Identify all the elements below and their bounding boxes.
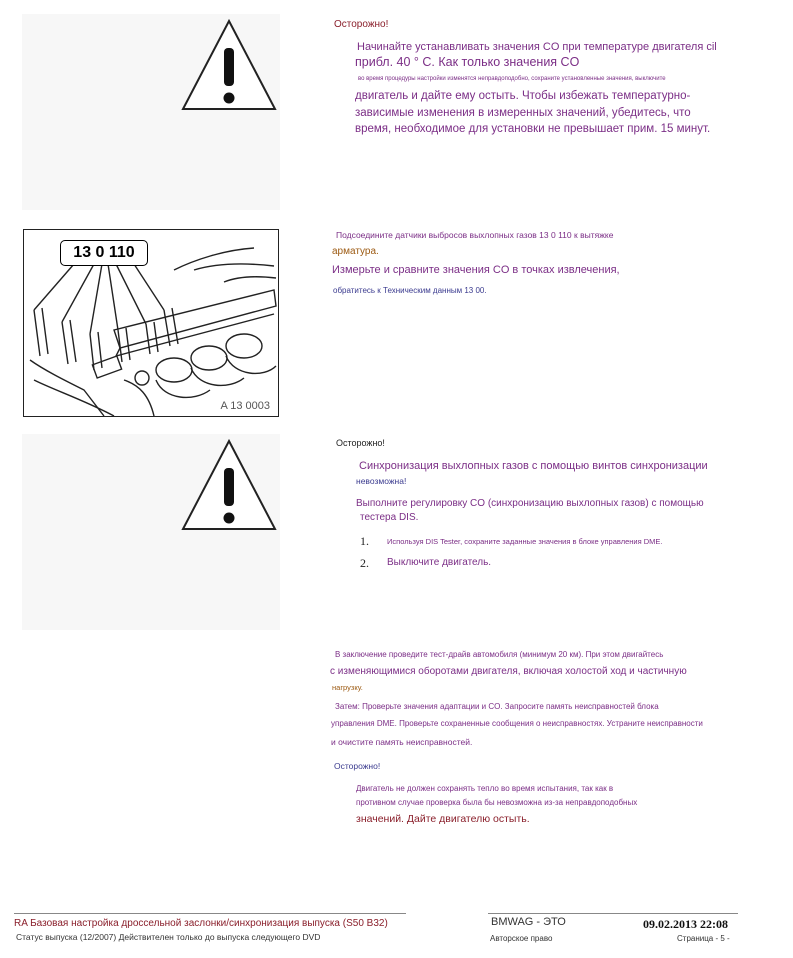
warning-heading-1: Осторожно! [334, 19, 389, 30]
final-warning-line-3: значений. Дайте двигателю остыть. [356, 813, 530, 825]
final-warning-line-1: Двигатель не должен сохранять тепло во время испытания, так как в [356, 784, 614, 793]
final-p2-line-3: и очистите память неисправностей. [331, 737, 473, 747]
final-p1-line-3: нагрузку. [332, 683, 363, 692]
warning-1-line-1: Начинайте устанавливать значения CO при температуре двигателя cil [357, 41, 717, 53]
footer-divider [488, 913, 738, 914]
final-p1-line-1: В заключение проведите тест-драйв автомобиля (минимум 20 км). При этом двигайтесь [335, 650, 664, 659]
step-connect-line-3: Измерьте и сравните значения CO в точках извлечения, [332, 264, 620, 276]
footer-brand: BMWAG - ЭТО [491, 916, 566, 928]
warning-1-line-2: прибл. 40 ° C. Как только значения CO [355, 55, 580, 69]
warning-2-line-1: Синхронизация выхлопных газов с помощью винтов синхронизации [359, 460, 708, 472]
warning-1-line-5: зависимые изменения в измеренных значений, убедитесь, что [355, 107, 691, 119]
footer-status: Статус выпуска (12/2007) Действителен только до выпуска следующего DVD [16, 932, 321, 942]
final-p2-line-1: Затем: Проверьте значения адаптации и CO. Запросите память неисправностей блока [335, 702, 659, 711]
list-item-number: 1. [360, 534, 369, 548]
final-warning-line-2: противном случае проверка была бы невозможна из-за неправдоподобных [356, 798, 638, 807]
final-warning-heading: Осторожно! [334, 761, 381, 771]
warning-2-line-4: тестера DIS. [360, 512, 419, 523]
engine-figure [23, 229, 279, 417]
warning-2-line-3: Выполните регулировку CO (синхронизацию выхлопных газов) с помощью [356, 498, 704, 509]
footer-title: RA Базовая настройка дроссельной заслонки/синхронизация выпуска (S50 B32) [14, 918, 388, 929]
list-item-text: Выключите двигатель. [387, 557, 492, 568]
footer-datetime: 09.02.2013 22:08 [643, 917, 728, 931]
warning-1-line-3: во время процедуры настройки изменятся неправдоподобно, сохраните установленные значения, выключите [358, 76, 666, 82]
final-p1-line-2: с изменяющимися оборотами двигателя, включая холостой ход и частичную [330, 666, 687, 677]
list-item-number: 2. [360, 556, 369, 570]
footer-copyright: Авторское право [490, 934, 553, 943]
step-connect-line-1: Подсоедините датчики выбросов выхлопных газов 13 0 110 к вытяжке [336, 230, 614, 240]
footer-page-number: Страница - 5 - [677, 934, 730, 943]
list-item-text: Используя DIS Tester, сохраните заданные значения в блоке управления DME. [387, 537, 663, 546]
warning-heading-2: Осторожно! [336, 438, 385, 448]
warning-triangle-icon [180, 18, 278, 112]
final-p2-line-2: управления DME. Проверьте сохраненные сообщения о неисправностях. Устраните неисправности [331, 719, 703, 728]
warning-1-line-4: двигатель и дайте ему остыть. Чтобы избежать температурно- [355, 90, 691, 102]
step-connect-line-2: арматура. [332, 246, 379, 257]
tool-callout-label: 13 0 110 [60, 240, 148, 266]
step-connect-line-4: обратитесь к Техническим данным 13 00. [333, 286, 487, 295]
warning-1-line-6: время, необходимое для установки не превышает прим. 15 минут. [355, 123, 711, 135]
figure-caption: A 13 0003 [220, 400, 270, 412]
footer-divider [14, 913, 406, 914]
warning-2-line-2: невозможна! [356, 476, 407, 486]
warning-triangle-icon [180, 438, 278, 532]
